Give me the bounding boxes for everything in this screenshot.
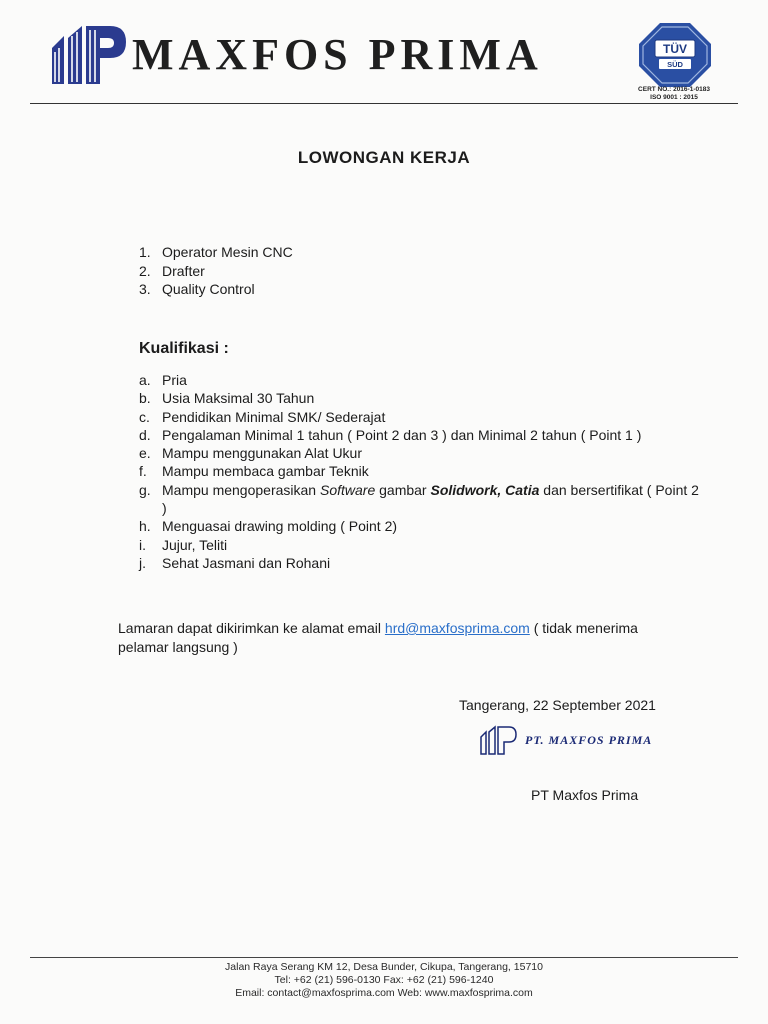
company-stamp-logo-icon	[480, 722, 518, 758]
software-term: Software	[319, 481, 376, 498]
list-item	[139, 536, 699, 554]
list-letter: d.	[139, 426, 151, 443]
footer-contact: Email: contact@maxfosprima.com Web: www.maxfosprima.com	[235, 987, 533, 999]
list-letter: b.	[139, 390, 151, 407]
list-letter: h.	[139, 518, 151, 535]
application-text: Lamaran dapat dikirimkan ke alamat email	[118, 620, 385, 636]
list-number: 3.	[139, 281, 151, 297]
signer-name: PT Maxfos Prima	[531, 787, 639, 803]
qualification-text: Pendidikan Minimal SMK/ Sederajat	[162, 408, 386, 425]
certificate-info	[624, 86, 724, 102]
qualification-text: Menguasai drawing molding ( Point 2)	[162, 518, 398, 535]
footer-address: Jalan Raya Serang KM 12, Desa Bunder, Cikupa, Tangerang, 15710	[225, 961, 543, 973]
qualification-list	[139, 371, 699, 572]
list-item	[139, 262, 293, 281]
qualification-text: Sehat Jasmani dan Rohani	[162, 554, 331, 571]
seal-label-bottom: SÜD	[667, 60, 683, 69]
qualification-text-part: dan bersertifikat ( Point 2 )	[162, 481, 699, 517]
list-letter: f.	[139, 463, 147, 480]
list-letter: c.	[139, 408, 150, 425]
list-item	[139, 444, 699, 462]
document-title: LOWONGAN KERJA	[297, 148, 471, 167]
position-title: Operator Mesin CNC	[162, 244, 293, 260]
list-letter: e.	[139, 445, 151, 462]
list-item	[139, 426, 699, 444]
list-item	[139, 243, 293, 262]
list-letter: j.	[139, 554, 146, 571]
company-stamp-text: PT. MAXFOS PRIMA	[525, 733, 653, 747]
email-link[interactable]: hrd@maxfosprima.com	[384, 620, 530, 636]
qualifications-heading: Kualifikasi :	[139, 340, 229, 357]
list-item	[139, 389, 699, 407]
company-name-first: MAXFOS	[132, 30, 353, 79]
list-number: 1.	[139, 244, 151, 260]
list-item	[139, 462, 699, 480]
header-divider	[30, 103, 738, 104]
qualification-text-part: gambar	[375, 481, 431, 498]
cert-number: CERT NO.: 2016-1-0183	[638, 86, 710, 93]
list-letter: i.	[139, 536, 146, 553]
tuv-certification-seal-icon	[638, 22, 712, 88]
application-instructions	[118, 619, 688, 657]
position-title: Drafter	[162, 262, 205, 279]
list-item	[139, 554, 699, 572]
iso-standard: ISO 9001 : 2015	[650, 94, 698, 101]
software-tools: Solidwork, Catia	[430, 481, 540, 498]
list-item	[139, 280, 293, 299]
list-letter: g.	[139, 481, 151, 498]
qualification-text: Pengalaman Minimal 1 tahun ( Point 2 dan 3 ) dan Minimal 2 tahun ( Point 1 )	[162, 426, 642, 443]
company-name-second: PRIMA	[368, 30, 543, 79]
qualification-text-part: Mampu mengoperasikan	[162, 481, 320, 498]
list-letter: a.	[139, 372, 151, 388]
list-item	[139, 408, 699, 426]
company-name	[132, 30, 543, 80]
list-item	[139, 517, 699, 535]
footer-divider	[30, 957, 738, 958]
company-logo-icon	[52, 22, 128, 86]
footer-phone: Tel: +62 (21) 596-0130 Fax: +62 (21) 596-1240	[274, 974, 494, 986]
qualification-text: Usia Maksimal 30 Tahun	[162, 390, 315, 407]
qualification-text: Mampu menggunakan Alat Ukur	[162, 445, 362, 462]
list-item	[139, 371, 699, 389]
footer	[0, 961, 768, 1000]
list-item	[139, 481, 699, 518]
qualification-text: Mampu membaca gambar Teknik	[162, 463, 369, 480]
qualification-text	[162, 481, 699, 518]
qualification-text: Pria	[162, 372, 187, 388]
list-number: 2.	[139, 262, 151, 279]
application-text: ( tidak menerima pelamar langsung )	[118, 620, 638, 655]
qualification-text: Jujur, Teliti	[162, 536, 228, 553]
seal-label-top: TÜV	[663, 42, 687, 56]
position-list	[139, 243, 293, 299]
position-title: Quality Control	[162, 281, 255, 297]
place-and-date: Tangerang, 22 September 2021	[459, 697, 656, 713]
